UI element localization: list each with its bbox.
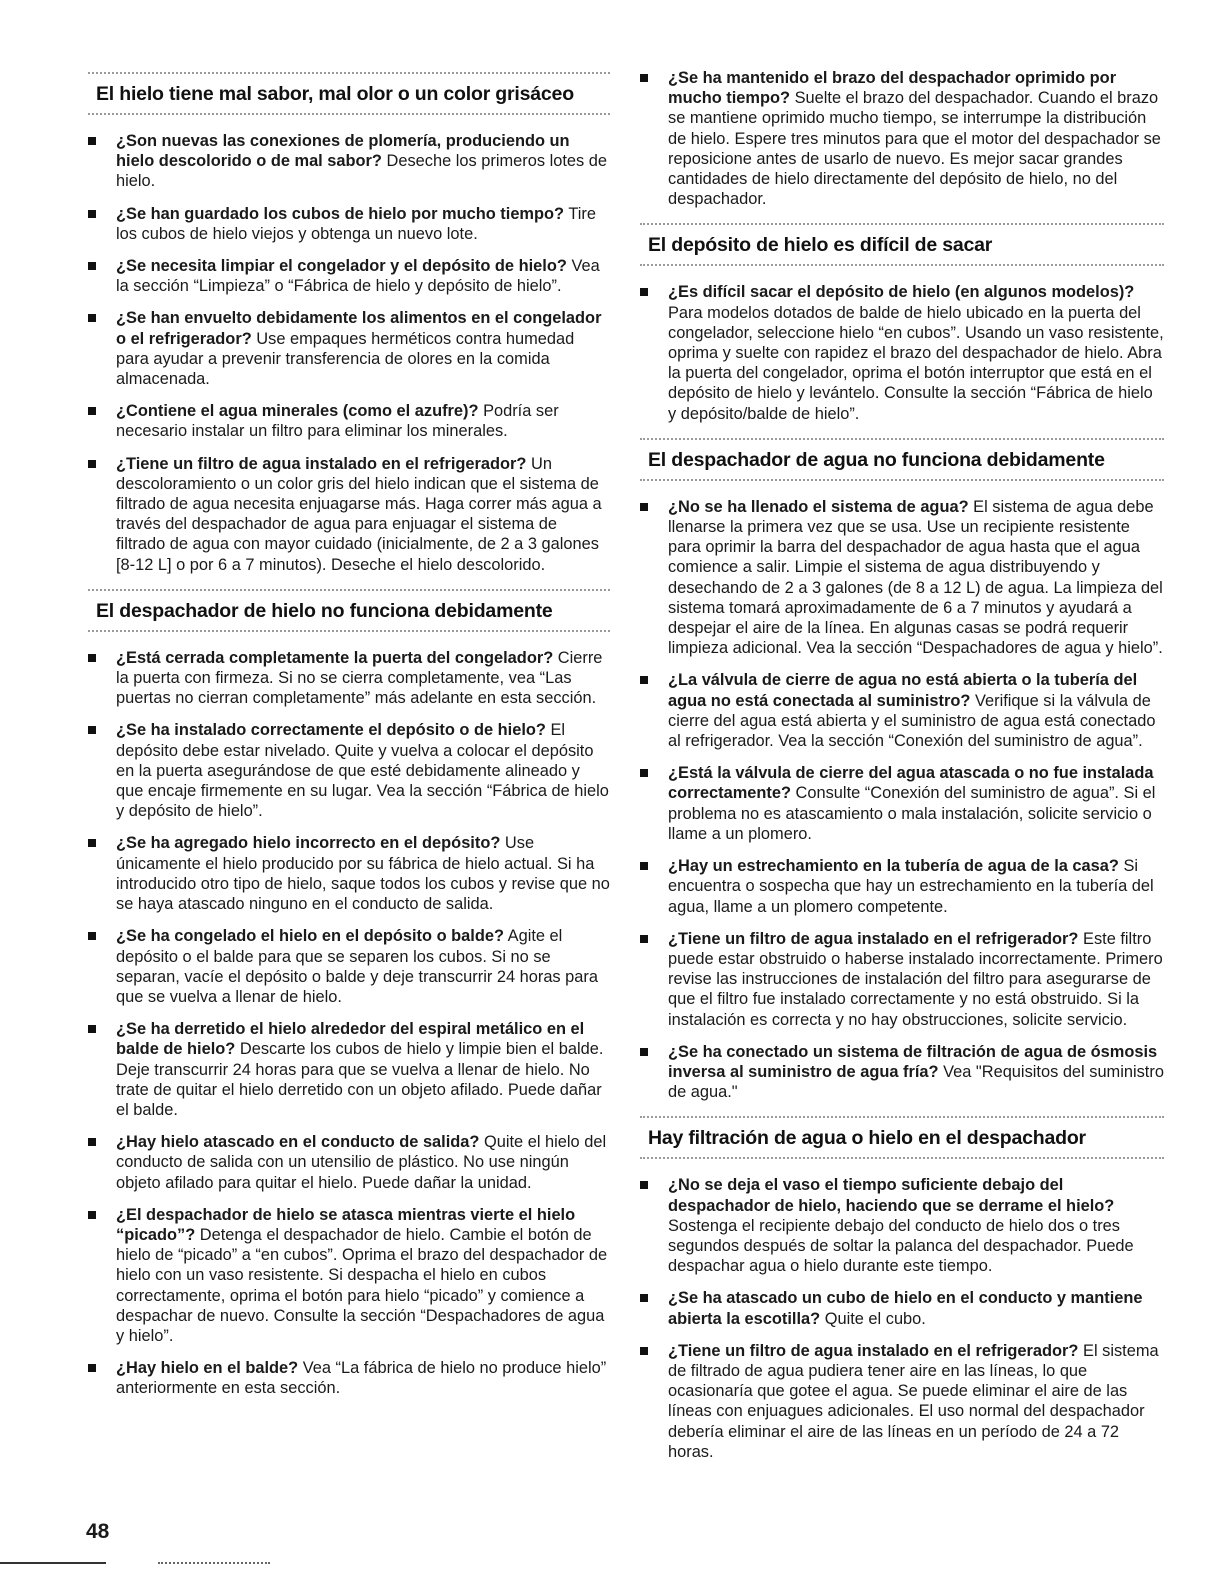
- answer-text: Vea la sección “Limpieza” o “Fábrica de hielo y depósito de hielo”.: [116, 257, 600, 296]
- section-heading: El hielo tiene mal sabor, mal olor o un color grisáceo: [88, 72, 610, 115]
- question-text: ¿Tiene un filtro de agua instalado en el refrigerador?: [116, 454, 527, 473]
- troubleshooting-section: [640, 223, 1164, 423]
- answer-text: Podría ser necesario instalar un filtro para eliminar los minerales.: [116, 402, 559, 441]
- question-text: ¿No se ha llenado el sistema de agua?: [668, 497, 969, 516]
- square-bullet-icon: [640, 288, 648, 296]
- square-bullet-icon: [88, 407, 96, 415]
- square-bullet-icon: [640, 74, 648, 82]
- answer-text: Use empaques herméticos contra humedad para ayudar a prevenir transferencia de olores en la comida almacenada.: [116, 329, 575, 389]
- question-text: ¿Se ha derretido el hielo alrededor del espiral metálico en el balde de hielo?: [116, 1020, 585, 1059]
- answer-text: Deseche los primeros lotes de hielo.: [116, 152, 607, 191]
- square-bullet-icon: [88, 314, 96, 322]
- square-bullet-icon: [640, 1347, 648, 1355]
- square-bullet-icon: [88, 210, 96, 218]
- question-text: ¿Está cerrada completamente la puerta del congelador?: [116, 648, 554, 667]
- list-item: [88, 833, 610, 914]
- square-bullet-icon: [88, 654, 96, 662]
- square-bullet-icon: [640, 935, 648, 943]
- answer-text: Sostenga el recipiente debajo del conducto de hielo dos o tres segundos después de soltar la palanca del despachador. Puede despachar agua o hielo durante este tiempo.: [668, 1216, 1134, 1276]
- section-heading: Hay filtración de agua o hielo en el despachador: [640, 1116, 1164, 1159]
- list-item: [640, 497, 1164, 659]
- answer-text: Agite el depósito o el balde para que se separen los cubos. Si no se separan, vacíe el depósito o balde y deje transcurrir 24 horas para que se vuelva a llenar de hielo.: [116, 927, 598, 1006]
- question-text: ¿Se necesita limpiar el congelador y el depósito de hielo?: [116, 257, 567, 276]
- list-item: [88, 1019, 610, 1120]
- answer-text: Consulte “Conexión del suministro de agua”. Si el problema no es atascamiento o mala instalación, solicite servicio o llame a un plomero.: [668, 784, 1156, 843]
- answer-text: Descarte los cubos de hielo y limpie bien el balde. Deje transcurrir 24 horas para que se vuelva a llenar de hielo. No trate de quitar el hielo derretido con un objeto afilado. Puede dañar el balde.: [116, 1040, 604, 1119]
- question-text: ¿Tiene un filtro de agua instalado en el refrigerador?: [668, 1341, 1079, 1360]
- square-bullet-icon: [88, 1364, 96, 1372]
- list-item: [88, 1205, 610, 1346]
- list-item: [88, 131, 610, 192]
- square-bullet-icon: [88, 932, 96, 940]
- question-text: ¿El despachador de hielo se atasca mientras vierte el hielo “picado”?: [116, 1205, 576, 1244]
- list-item: [88, 1358, 610, 1398]
- square-bullet-icon: [640, 862, 648, 870]
- square-bullet-icon: [88, 460, 96, 468]
- question-text: ¿Son nuevas las conexiones de plomería, produciendo un hielo descolorido o de mal sabor?: [116, 132, 570, 171]
- list-item: [640, 763, 1164, 844]
- question-text: ¿Hay un estrechamiento en la tubería de agua de la casa?: [668, 857, 1119, 876]
- question-text: ¿Hay hielo atascado en el conducto de salida?: [116, 1133, 480, 1152]
- question-text: ¿La válvula de cierre de agua no está abierta o la tubería del agua no está conectada al suministro?: [668, 671, 1138, 710]
- list-item: [88, 308, 610, 389]
- answer-text: Quite el cubo.: [824, 1309, 926, 1328]
- list-item: [640, 1175, 1164, 1276]
- square-bullet-icon: [640, 769, 648, 777]
- square-bullet-icon: [88, 839, 96, 847]
- answer-text: Verifique si la válvula de cierre del agua está abierta y el suministro de agua está conectado al refrigerador. Vea la sección “Conexión del suministro de agua”.: [668, 691, 1156, 751]
- square-bullet-icon: [640, 1181, 648, 1189]
- list-item: [640, 929, 1164, 1030]
- question-text: ¿Se ha agregado hielo incorrecto en el depósito?: [116, 834, 501, 853]
- question-text: ¿Se han envuelto debidamente los alimentos en el congelador o el refrigerador?: [116, 309, 602, 348]
- answer-text: El depósito debe estar nivelado. Quite y vuelva a colocar el depósito en la puerta asegurándose de que esté debidamente alineado y que encaje firmemente en su lugar. Vea la sección “Fábrica de hielo y depósito de hielo”.: [116, 721, 609, 821]
- list-item: [88, 454, 610, 575]
- answer-text: Para modelos dotados de balde de hielo ubicado en la puerta del congelador, seleccione hielo “en cubos”. Usando un vaso resistente, oprima y suelte con rapidez el brazo del despachador de hielo. Abra la puerta del congelador, oprima el botón interruptor que está en el depósito de hielo y levántelo. Consulte la sección “Fábrica de hielo y depósito/balde de hielo”.: [668, 303, 1164, 423]
- section-heading: El despachador de hielo no funciona debidamente: [88, 589, 610, 632]
- page-number: 48: [86, 1520, 110, 1543]
- troubleshooting-section: [88, 72, 610, 575]
- list-item: [88, 720, 610, 821]
- question-text: ¿Se han guardado los cubos de hielo por mucho tiempo?: [116, 204, 565, 223]
- answer-text: Tire los cubos de hielo viejos y obtenga un nuevo lote.: [116, 204, 596, 243]
- answer-text: Vea "Requisitos del suministro de agua.": [668, 1062, 1164, 1102]
- answer-text: Si encuentra o sospecha que hay un estrechamiento en la tubería del agua, llame a un plomero competente.: [668, 857, 1154, 916]
- square-bullet-icon: [640, 503, 648, 511]
- list-item: [88, 926, 610, 1007]
- answer-text: Suelte el brazo del despachador. Cuando el brazo se mantiene oprimido mucho tiempo, se interrumpe la distribución de hielo. Espere tres minutos para que el motor del despachador se reposicione antes de usarlo de nuevo. Es mejor sacar grandes cantidades de hielo directamente del depósito de hielo, no del despachador.: [668, 89, 1161, 209]
- section-heading: El despachador de agua no funciona debidamente: [640, 438, 1164, 481]
- footer-rule: [0, 1562, 106, 1564]
- list-item: [640, 1341, 1164, 1462]
- question-text: ¿Contiene el agua minerales (como el azufre)?: [116, 402, 479, 421]
- list-item: [88, 648, 610, 709]
- square-bullet-icon: [88, 262, 96, 270]
- troubleshooting-section: [88, 589, 610, 1399]
- square-bullet-icon: [88, 1025, 96, 1033]
- answer-text: Vea “La fábrica de hielo no produce hielo” anteriormente en esta sección.: [116, 1359, 607, 1398]
- answer-text: Detenga el despachador de hielo. Cambie el botón de hielo de “picado” a “en cubos”. Oprima el brazo del despachador de hielo con un vaso resistente. Si despacha el hielo en cubos correctamente, oprima el botón para hielo “picado” y comience a despachar de nuevo. Consulte la sección “Despachadores de agua y hielo”.: [116, 1225, 608, 1345]
- question-text: ¿Se ha instalado correctamente el depósito o de hielo?: [116, 721, 546, 740]
- list-item: [640, 1288, 1164, 1328]
- question-text: ¿Tiene un filtro de agua instalado en el refrigerador?: [668, 929, 1079, 948]
- answer-text: El sistema de agua debe llenarse la primera vez que se usa. Use un recipiente resistente para oprimir la barra del despachador de agua hasta que el agua comience a salir. Limpie el sistema de agua distribuyendo y desechando de 2 a 3 galones (de 8 a 12 L) de agua. La limpieza del sistema tomará aproximadamente de 6 a 7 minutos y ayudará a despejar el aire de la línea. En algunas casas se podrá requerir limpieza adicional. Vea la sección “Despachadores de agua y hielo”.: [668, 497, 1163, 658]
- list-item: [640, 282, 1164, 423]
- square-bullet-icon: [640, 1294, 648, 1302]
- troubleshooting-section: [640, 68, 1164, 209]
- list-item: [640, 1042, 1164, 1103]
- square-bullet-icon: [640, 676, 648, 684]
- square-bullet-icon: [88, 726, 96, 734]
- answer-text: El sistema de filtrado de agua pudiera tener aire en las líneas, lo que ocasionaría que gotee el agua. Se puede eliminar el aire de las líneas con enjuagues adicionales. El uso normal del despachador debería eliminar el aire de las líneas en un período de 24 a 72 horas.: [668, 1341, 1159, 1461]
- square-bullet-icon: [88, 1211, 96, 1219]
- left-column: [88, 68, 610, 1413]
- list-item: [640, 670, 1164, 751]
- question-text: ¿Está la válvula de cierre del agua atascada o no fue instalada correctamente?: [668, 764, 1154, 803]
- list-item: [88, 256, 610, 296]
- list-item: [640, 856, 1164, 917]
- right-column: [640, 68, 1164, 1476]
- answer-text: Este filtro puede estar obstruido o haberse instalado incorrectamente. Primero revise las instrucciones de instalación del filtro para asegurarse de que el filtro fue instalado correctamente y no está obstruido. Si la instalación es correcta y no hay obstrucciones, solicite servicio.: [668, 929, 1163, 1029]
- square-bullet-icon: [88, 1138, 96, 1146]
- list-item: [640, 68, 1164, 209]
- answer-text: Cierre la puerta con firmeza. Si no se cierra completamente, vea “Las puertas no cierran completamente” más adelante en esta sección.: [116, 648, 603, 708]
- answer-text: Un descoloramiento o un color gris del hielo indican que el sistema de filtrado de agua necesita enjuagarse más. Haga correr más agua a través del despachador de agua para enjuagar el sistema de filtrado de agua con mayor cuidado (inicialmente, de 2 a 3 galones [8-12 L] o por 6 a 7 minutos). Deseche el hielo descolorido.: [116, 454, 602, 574]
- list-item: [88, 401, 610, 441]
- question-text: ¿Se ha mantenido el brazo del despachador oprimido por mucho tiempo?: [668, 69, 1117, 108]
- question-text: ¿Se ha atascado un cubo de hielo en el conducto y mantiene abierta la escotilla?: [668, 1289, 1143, 1328]
- troubleshooting-section: [640, 438, 1164, 1102]
- answer-text: Quite el hielo del conducto de salida con un utensilio de plástico. No use ningún objeto afilado para quitar el hielo. Puede dañar la unidad.: [116, 1133, 607, 1192]
- square-bullet-icon: [640, 1048, 648, 1056]
- question-text: ¿Se ha conectado un sistema de filtración de agua de ósmosis inversa al suministro de agua fría?: [668, 1042, 1158, 1081]
- footer-marks: [158, 1562, 270, 1566]
- question-text: ¿Se ha congelado el hielo en el depósito o balde?: [116, 927, 504, 946]
- list-item: [88, 1132, 610, 1193]
- section-heading: El depósito de hielo es difícil de sacar: [640, 223, 1164, 266]
- question-text: ¿No se deja el vaso el tiempo suficiente debajo del despachador de hielo, haciendo que se derrame el hielo?: [668, 1176, 1115, 1215]
- troubleshooting-section: [640, 1116, 1164, 1462]
- answer-text: Use únicamente el hielo producido por su fábrica de hielo actual. Si ha introducido otro tipo de hielo, saque todos los cubos y revise que no se haya atascado ninguno en el conducto de salida.: [116, 834, 610, 914]
- question-text: ¿Es difícil sacar el depósito de hielo (en algunos modelos)?: [668, 283, 1135, 302]
- question-text: ¿Hay hielo en el balde?: [116, 1359, 299, 1378]
- list-item: [88, 204, 610, 244]
- square-bullet-icon: [88, 137, 96, 145]
